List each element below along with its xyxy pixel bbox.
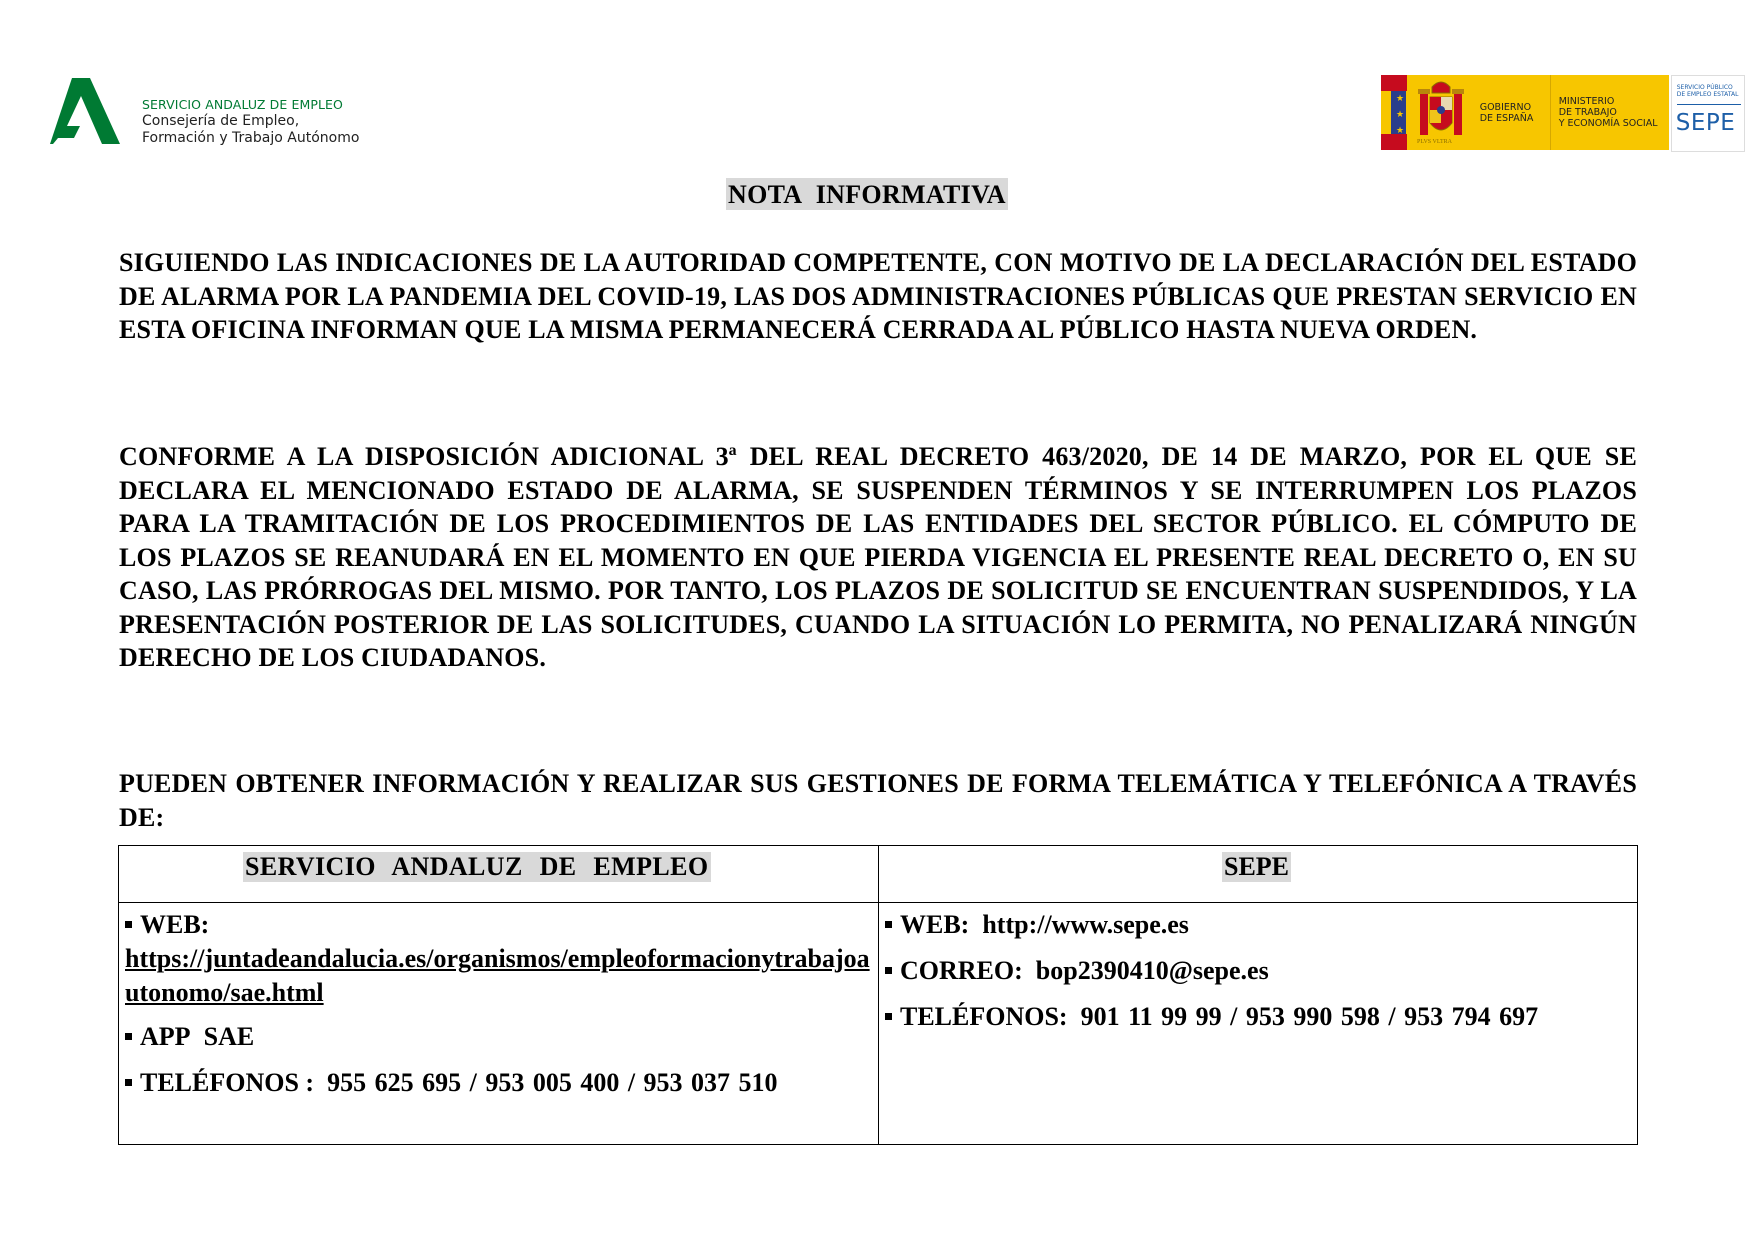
sepe-rule — [1677, 104, 1741, 105]
ministerio-line3: Y ECONOMÍA SOCIAL — [1558, 118, 1658, 129]
andalucia-logo — [50, 78, 370, 148]
eu-stars-icon — [1381, 75, 1407, 150]
sae-app-label: APP SAE — [140, 1022, 255, 1051]
bullet-icon — [885, 967, 892, 974]
table-header-sae: SERVICIO ANDALUZ DE EMPLEO — [245, 852, 709, 881]
gobierno-line1: GOBIERNO — [1479, 101, 1532, 113]
andalucia-dept-line1: Consejería de Empleo, — [142, 113, 300, 129]
sepe-phone-label: TELÉFONOS: — [900, 1002, 1068, 1031]
sepe-wordmark: SEPE — [1675, 110, 1736, 136]
svg-text:★: ★ — [1396, 93, 1405, 103]
sae-web-link[interactable]: https://juntadeandalucia.es/organismos/empleoformacionytrabajoautonomo/sae.html — [125, 944, 870, 1007]
coat-of-arms-icon — [1406, 75, 1476, 150]
notice-paragraph-closure: SIGUIENDO LAS INDICACIONES DE LA AUTORIDAD COMPETENTE, CON MOTIVO DE LA DECLARACIÓN DEL ESTADO DE ALARMA POR LA PANDEMIA DEL COVID-19, LAS DOS ADMINISTRACIONES PÚBLICAS QUE PRESTAN SERVICIO EN ESTA OFICINA INFORMAN QUE LA MISMA PERMANECERÁ CERRADA AL PÚBLICO HASTA NUEVA ORDEN. — [119, 248, 1637, 344]
bullet-icon — [125, 1033, 132, 1040]
svg-text:★: ★ — [1396, 125, 1405, 135]
svg-text:PLVS VLTRA: PLVS VLTRA — [1416, 139, 1452, 145]
sepe-small-line2: DE EMPLEO ESTATAL — [1676, 91, 1739, 98]
sae-contact-cell — [125, 908, 875, 1112]
ministerio-line2: DE TRABAJO — [1558, 107, 1617, 118]
sepe-mail-address[interactable]: bop2390410@sepe.es — [1035, 956, 1269, 985]
bullet-icon — [125, 1079, 132, 1086]
bullet-icon — [885, 1013, 892, 1020]
sae-phone-numbers: 955 625 695 / 953 005 400 / 953 037 510 — [327, 1068, 778, 1097]
table-header-divider — [119, 902, 1637, 903]
sepe-web-item — [885, 908, 1630, 942]
andalucia-a-icon — [50, 78, 120, 144]
sepe-mail-item — [885, 954, 1630, 988]
page-title: NOTA INFORMATIVA — [728, 180, 1006, 209]
sae-phone-label: TELÉFONOS : — [140, 1068, 315, 1097]
sepe-phone-numbers: 901 11 99 99 / 953 990 598 / 953 794 697 — [1080, 1002, 1539, 1031]
sae-web-label: WEB: — [140, 910, 210, 939]
sae-app-item — [125, 1020, 875, 1054]
bullet-icon — [125, 921, 132, 928]
contact-table — [118, 845, 1638, 1145]
sepe-web-label: WEB: — [900, 910, 970, 939]
table-header-sepe: SEPE — [1224, 852, 1290, 881]
andalucia-agency-name: SERVICIO ANDALUZ DE EMPLEO — [142, 97, 343, 112]
sepe-phone-item — [885, 1000, 1630, 1034]
gobierno-sepe-logo — [1381, 75, 1745, 150]
ministerio-line1: MINISTERIO — [1558, 96, 1615, 107]
eu-flag-band — [1381, 75, 1406, 150]
sepe-web-link[interactable]: http://www.sepe.es — [982, 910, 1189, 939]
sae-web-item — [125, 908, 875, 1010]
notice-paragraph-decree: CONFORME A LA DISPOSICIÓN ADICIONAL 3ª DEL REAL DECRETO 463/2020, DE 14 DE MARZO, POR EL QUE SE DECLARA EL MENCIONADO ESTADO DE ALARMA, SE SUSPENDEN TÉRMINOS Y SE INTERRUMPEN LOS PLAZOS PARA LA TRAMITACIÓN DE LOS PROCEDIMIENTOS DE LAS ENTIDADES DEL SECTOR PÚBLICO. EL CÓMPUTO DE LOS PLAZOS SE REANUDARÁ EN EL MOMENTO EN QUE PIERDA VIGENCIA EL PRESENTE REAL DECRETO O, EN SU CASO, LAS PRÓRROGAS DEL MISMO. POR TANTO, LOS PLAZOS DE SOLICITUD SE ENCUENTRAN SUSPENDIDOS, Y LA PRESENTACIÓN POSTERIOR DE LAS SOLICITUDES, CUANDO LA SITUACIÓN LO PERMITA, NO PENALIZARÁ NINGÚN DERECHO DE LOS CIUDADANOS. — [119, 442, 1637, 672]
table-column-divider — [878, 846, 879, 1144]
bullet-icon — [885, 921, 892, 928]
sepe-contact-cell — [885, 908, 1630, 1046]
sae-phone-item — [125, 1066, 875, 1100]
sepe-logo — [1671, 75, 1745, 152]
gobierno-line2: DE ESPAÑA — [1479, 112, 1534, 124]
gobierno-panel — [1406, 75, 1669, 150]
sepe-small-line1: SERVICIO PÚBLICO — [1676, 84, 1733, 91]
svg-text:★: ★ — [1396, 109, 1405, 119]
andalucia-dept-line2: Formación y Trabajo Autónomo — [142, 130, 360, 146]
notice-paragraph-contact-intro: PUEDEN OBTENER INFORMACIÓN Y REALIZAR SUS GESTIONES DE FORMA TELEMÁTICA Y TELEFÓNICA A TRAVÉS DE: — [119, 769, 1637, 832]
sepe-mail-label: CORREO: — [900, 956, 1023, 985]
